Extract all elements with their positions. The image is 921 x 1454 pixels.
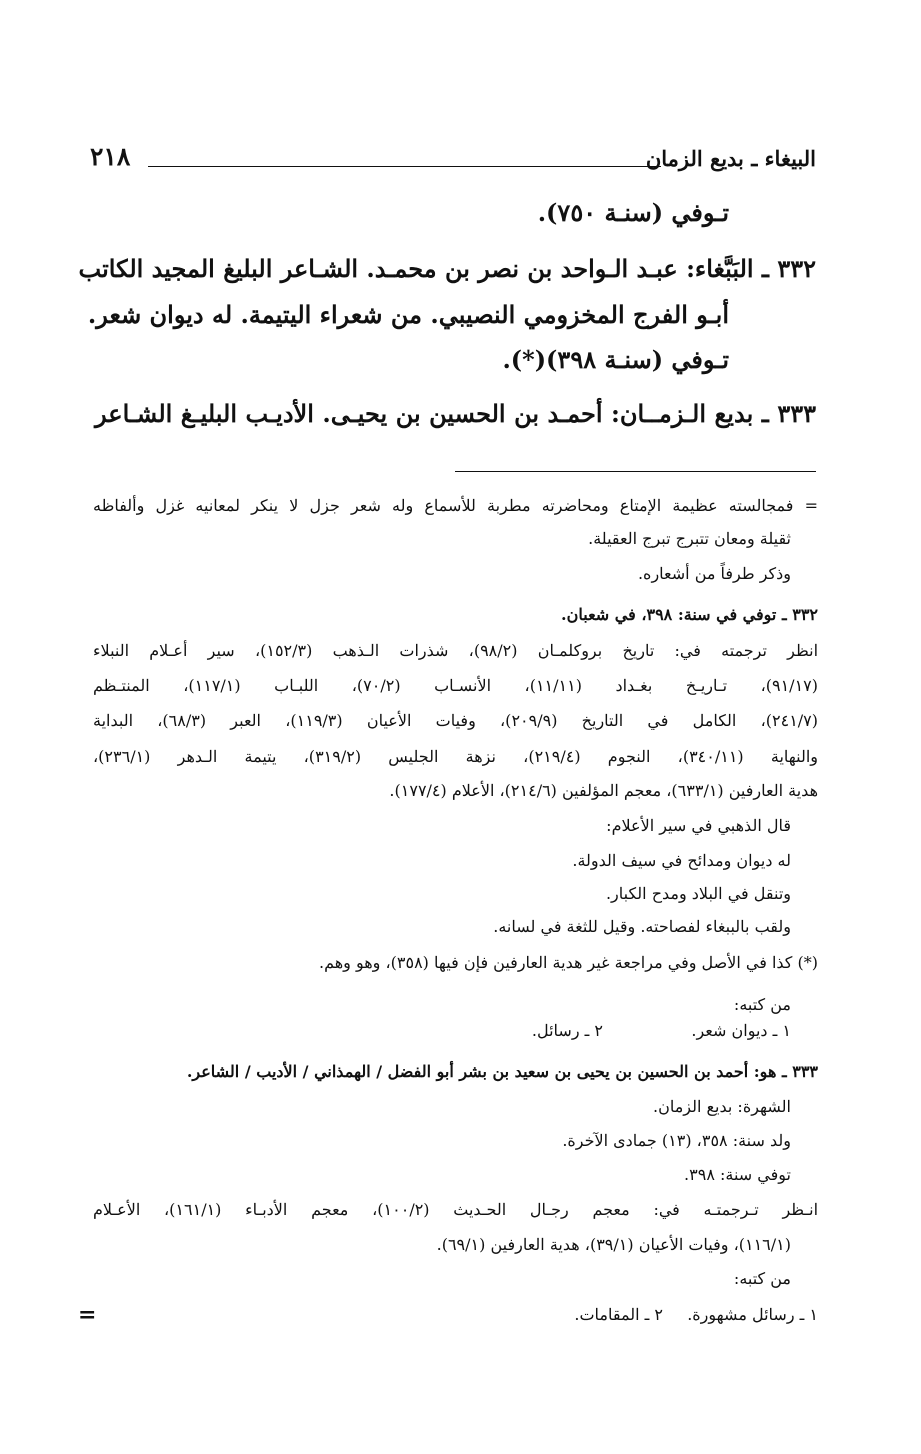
footnote-332-book-1: ١ ـ ديوان شعر. [691, 1021, 791, 1040]
footnote-332-line-1: انظر ترجمته في: تاريخ بروكلمـان (٩٨/٢)، شذرات الـذهب (١٥٢/٣)، سير أعـلام النبلاء [93, 641, 819, 660]
footnote-333-books-heading: من كتبه: [733, 1269, 791, 1288]
header-title: البيغاء ـ بديع الزمان [645, 146, 816, 171]
footnote-333-born: ولد سنة: ٣٥٨، (١٣) جمادى الآخرة. [562, 1131, 791, 1150]
running-header [90, 142, 816, 182]
footnote-333-book-2: ٢ ـ المقامات. [574, 1305, 663, 1324]
main-line-1: تـوفي (سنـة ٧٥٠). [537, 198, 729, 227]
footnote-star-note: (*) كذا في الأصل وفي مراجعة غير هدية العارفين فإن فيها (٣٥٨)، وهو وهم. [318, 953, 818, 972]
entry-333-heading: ٣٣٣ ـ بديع الـزمــان: أحمـد بن الحسين بن يحيـى. الأديـب البليـغ الشـاعر [95, 399, 816, 428]
footnote-333-line-2: (١١٦/١)، وفيات الأعيان (٣٩/١)، هدية العارفين (٦٩/١). [436, 1235, 791, 1254]
footnote-333-died: توفي سنة: ٣٩٨. [684, 1165, 791, 1184]
footnote-cont-line-2: ثقيلة ومعان تتبرج تبرج العقيلة. [588, 529, 791, 548]
header-rule [148, 166, 661, 167]
footnote-333-fame: الشهرة: بديع الزمان. [653, 1097, 791, 1116]
page-number: ٢١٨ [90, 142, 131, 171]
footnote-332-book-2: ٢ ـ رسائل. [531, 1021, 603, 1040]
footnote-332-books-heading: من كتبه: [733, 995, 791, 1014]
main-line-4: تـوفي (سنـة ٣٩٨)(*). [502, 345, 729, 374]
footnote-332-line-3: (٢٤١/٧)، الكامل في التاريخ (٢٠٩/٩)، وفيات الأعيان (١١٩/٣)، العبر (٦٨/٣)، البداية [93, 711, 819, 730]
footnote-332-line-7: له ديوان ومدائح في سيف الدولة. [572, 851, 791, 870]
entry-332-heading: ٣٣٢ ـ البَبَّغاء: عبـد الـواحد بن نصر بن محمـد. الشـاعر البليغ المجيد الكاتب [78, 254, 816, 283]
continuation-mark: = [78, 1302, 97, 1328]
footnote-333-line-1: انـظر تـرجمتـه في: معجم رجـال الحـديث (١٠٠/٢)، معجم الأدبـاء (١٦١/١)، الأعـلام [93, 1200, 819, 1219]
footnote-332-line-6: قال الذهبي في سير الأعلام: [606, 816, 791, 835]
footnote-cont-line-1: = فمجالسته عظيمة الإمتاع ومحاضرته مطربة للأسماع وله شعر جزل لا ينكر لمعانيه غزل وألفاظه [93, 496, 818, 515]
footnote-332-heading: ٣٣٢ ـ توفي في سنة: ٣٩٨، في شعبان. [561, 605, 818, 624]
main-line-3: أبـو الفرج المخزومي النصيبي. من شعراء اليتيمة. له ديوان شعر. [87, 300, 729, 329]
footnote-332-line-9: ولقب بالببغاء لفصاحته. وقيل للثغة في لسانه. [493, 917, 791, 936]
footnote-332-line-5: هدية العارفين (٦٣٣/١)، معجم المؤلفين (٢١٤/٦)، الأعلام (١٧٧/٤). [389, 781, 818, 800]
footnote-333-book-1: ١ ـ رسائل مشهورة. [687, 1305, 818, 1324]
footnote-332-line-2: (٩١/١٧)، تـاريـخ بغـداد (١١/١١)، الأنسـاب (٧٠/٢)، اللبـاب (١١٧/١)، المنتـظم [93, 676, 818, 695]
footnote-332-line-8: وتنقل في البلاد ومدح الكبار. [605, 884, 791, 903]
footnote-332-line-4: والنهاية (٣٤٠/١١)، النجوم (٢١٩/٤)، نزهة الجليس (٣١٩/٢)، يتيمة الـدهر (٢٣٦/١)، [93, 747, 819, 766]
footnote-333-heading: ٣٣٣ ـ هو: أحمد بن الحسين بن يحيى بن سعيد بن بشر أبو الفضل / الهمذاني / الأديب / الشاعر. [186, 1062, 818, 1081]
footnote-cont-line-3: وذكر طرفاً من أشعاره. [637, 564, 791, 583]
footnote-separator [455, 471, 816, 472]
